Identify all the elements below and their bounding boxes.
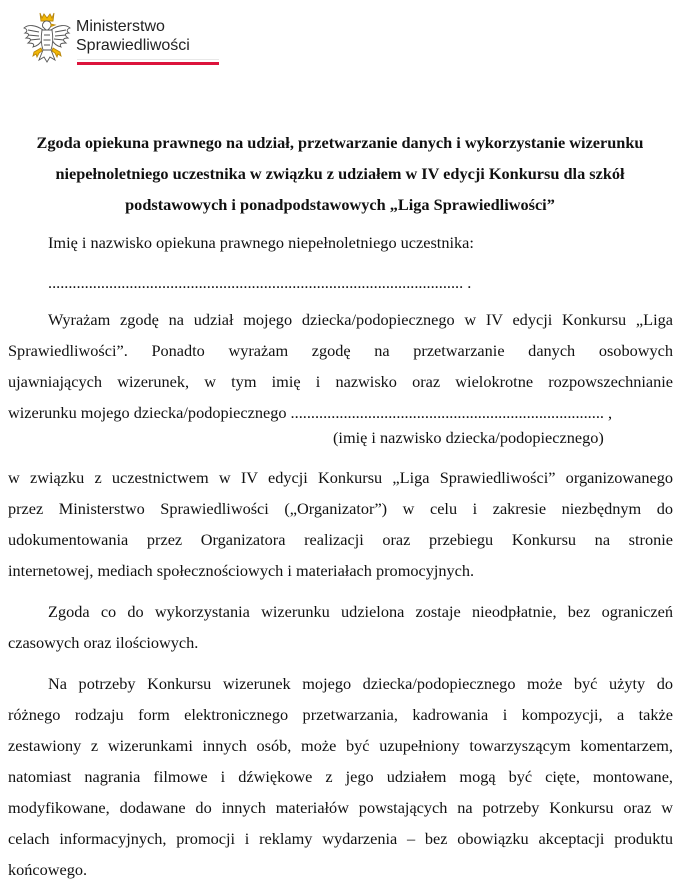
consent-paragraph [8, 304, 673, 428]
title-line: Zgoda opiekuna prawnego na udział, przetwarzanie danych i wykorzystanie wizerunku [36, 133, 644, 152]
ministry-header [22, 10, 202, 68]
participation-paragraph [8, 462, 673, 586]
free-consent-paragraph [8, 596, 673, 658]
paragraph-line: celach informacyjnych, promocji i reklamy wydarzenia – bez obowiązku akceptacji produktu [8, 829, 673, 848]
paragraph-line: różnego rodzaju form elektronicznego przetwarzania, kadrowania i kompozycji, a także [8, 705, 673, 724]
paragraph-line: modyfikowane, dodawane do innych materiałów powstających na potrzeby Konkursu oraz w [8, 798, 673, 817]
guardian-name-section [8, 227, 673, 298]
paragraph-line: Zgoda co do wykorzystania wizerunku udzielona zostaje nieodpłatnie, bez ograniczeń [48, 602, 673, 621]
ministry-name-line2: Sprawiedliwości [76, 37, 190, 54]
child-name-field[interactable]: wizerunku mojego dziecka/podopiecznego ............................................................................. , [8, 403, 613, 422]
paragraph-line: czasowych oraz ilościowych. [8, 633, 199, 652]
usage-paragraph [8, 668, 673, 885]
paragraph-line: internetowej, mediach społecznościowych i materiałach promocyjnych. [8, 561, 475, 580]
flag-red-stripe [77, 62, 219, 65]
title-line: podstawowych i ponadpodstawowych „Liga Sprawiedliwości” [125, 195, 555, 214]
paragraph-line: ujawniających wizerunek, w tym imię i nazwisko oraz wielokrotne rozpowszechnianie [8, 372, 673, 391]
paragraph-line: Na potrzeby Konkursu wizerunek mojego dziecka/podopiecznego może być użyty do [48, 674, 673, 693]
paragraph-line: natomiast nagrania filmowe i dźwiękowe z jego udziałem mogą być cięte, montowane, [8, 767, 673, 786]
white-eagle-emblem-icon [22, 10, 72, 66]
paragraph-line: końcowego. [8, 860, 88, 879]
guardian-name-field[interactable]: ...................................................................................................... . [48, 273, 472, 292]
ministry-name [76, 17, 190, 55]
paragraph-line: zestawiony z wizerunkami innych osób, może być uzupełniony towarzyszącym komentarzem, [8, 736, 673, 755]
paragraph-line: Wyrażam zgodę na udział mojego dziecka/podopiecznego w IV edycji Konkursu „Liga [48, 310, 673, 329]
paragraph-line: Sprawiedliwości”. Ponadto wyrażam zgodę na przetwarzanie danych osobowych [8, 341, 673, 360]
flag-stripe [77, 59, 219, 66]
guardian-name-label: Imię i nazwisko opiekuna prawnego niepełnoletniego uczestnika: [48, 233, 474, 252]
document-title [8, 127, 672, 220]
paragraph-line: udokumentowania przez Organizatora realizacji oraz przebiegu Konkursu na stronie [8, 530, 673, 549]
paragraph-line: przez Ministerstwo Sprawiedliwości („Organizator”) w celu i zakresie niezbędnym do [8, 499, 673, 518]
ministry-name-line1: Ministerstwo [76, 18, 165, 35]
title-line: niepełnoletniego uczestnika w związku z udziałem w IV edycji Konkursu dla szkół [55, 164, 625, 183]
paragraph-line: w związku z uczestnictwem w IV edycji Konkursu „Liga Sprawiedliwości” organizowanego [8, 468, 673, 487]
child-name-caption: (imię i nazwisko dziecka/podopiecznego) [333, 428, 604, 447]
